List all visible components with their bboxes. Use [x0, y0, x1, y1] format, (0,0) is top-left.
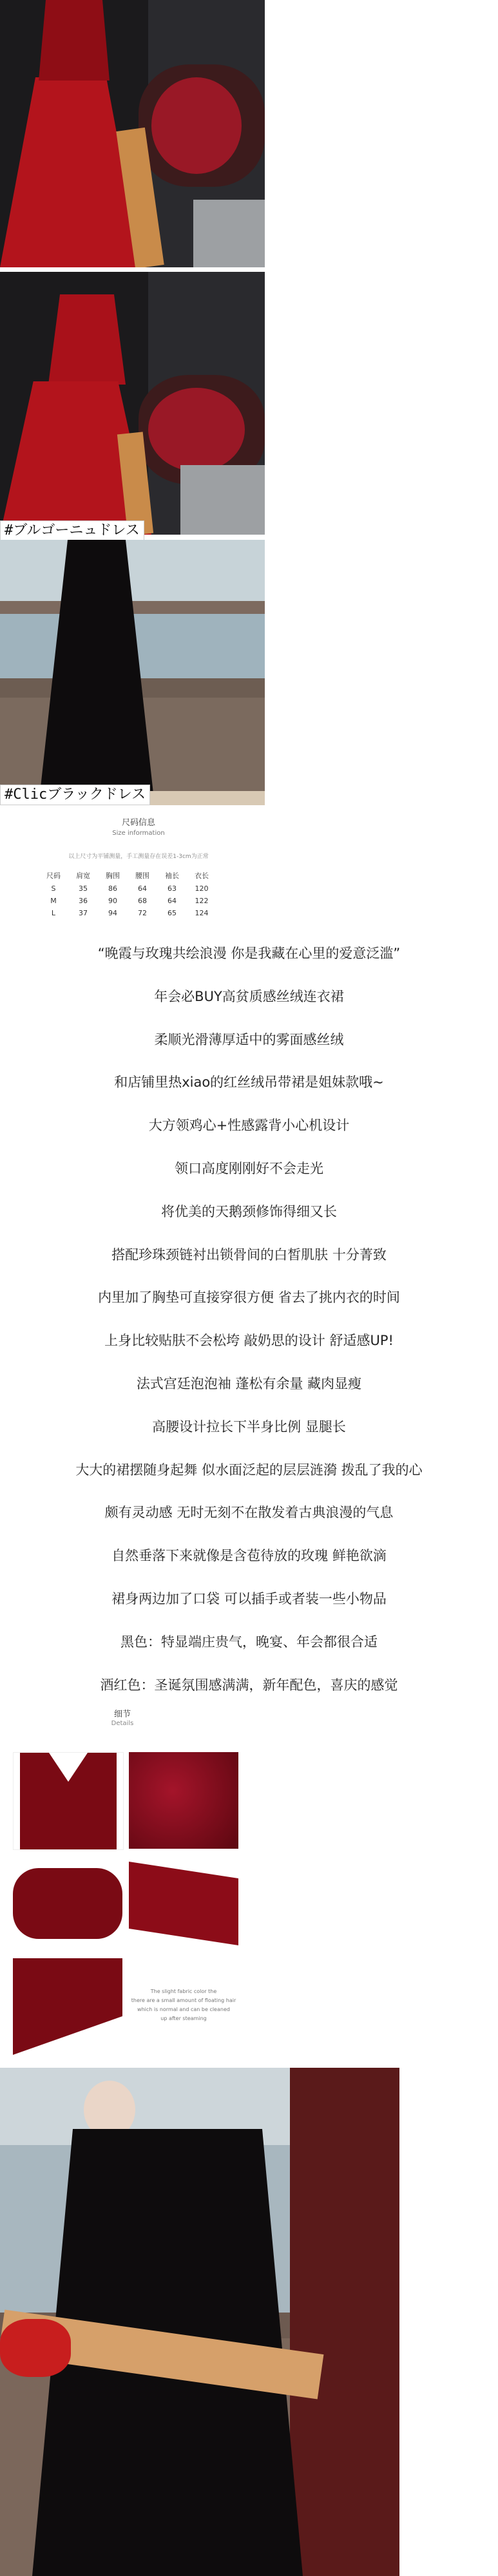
size-info-title: 尺码信息	[121, 818, 155, 828]
size-table-header-row	[39, 868, 216, 883]
size-header-cell: 衣长	[195, 872, 209, 880]
fabric-note-line: up after steaming	[160, 2016, 207, 2021]
size-cell: 63	[168, 884, 177, 893]
burgundy-dress-label: #ブルゴーニュドレス	[0, 520, 144, 541]
size-info-note: 以上尺寸为平铺测量，手工测量存在误差1-3cm为正常	[68, 854, 209, 860]
description-line: “晚霞与玫瑰共绘浪漫 你是我藏在心里的爱意泛滥”	[97, 946, 401, 961]
description-line: 领口高度刚刚好不会走光	[175, 1161, 323, 1176]
detail-photo-hem	[13, 1958, 122, 2055]
size-cell: L	[51, 909, 56, 917]
fabric-note-line: which is normal and can be cleaned	[137, 2007, 230, 2012]
product-photo-black	[0, 540, 265, 805]
size-cell: 36	[79, 897, 88, 905]
size-cell: 86	[108, 884, 117, 893]
black-dress-label: #Clicブラックドレス	[0, 785, 150, 805]
size-cell: 65	[168, 909, 177, 917]
product-photo-burgundy-2	[0, 272, 265, 535]
description-line: 酒红色：圣诞氛围感满满，新年配色，喜庆的感觉	[100, 1677, 398, 1693]
description-line: 裙身两边加了口袋 可以插手或者装一些小物品	[111, 1591, 387, 1607]
description-line: 内里加了胸垫可直接穿很方便 省去了挑内衣的时间	[98, 1290, 400, 1305]
description-line: 搭配珍珠颈链衬出锁骨间的白皙肌肤 十分菁致	[111, 1247, 387, 1263]
size-cell: 64	[138, 884, 147, 893]
detail-photo-fabric	[129, 1855, 238, 1952]
size-header-cell: 袖长	[165, 872, 179, 880]
description-line: 将优美的天鹅颈修饰得细又长	[161, 1204, 337, 1219]
description-line: 柔顺光滑薄厚适中的雾面感丝绒	[154, 1032, 344, 1047]
detail-photo-sleeve	[13, 1855, 122, 1952]
fabric-note-line: The slight fabric color the	[150, 1989, 217, 1994]
size-header-cell: 肩宽	[76, 872, 90, 880]
size-cell: 72	[138, 909, 147, 917]
size-cell: S	[51, 884, 56, 893]
size-table-row	[39, 907, 216, 919]
size-cell: 94	[108, 909, 117, 917]
fabric-note-line: there are a small amount of floating hair	[131, 1998, 236, 2003]
description-line: 颇有灵动感 无时无刻不在散发着古典浪漫的气息	[104, 1505, 394, 1520]
description-line: 高腰设计拉长下半身比例 显腿长	[152, 1419, 346, 1435]
detail-photo-velvet	[129, 1752, 238, 1849]
size-header-cell: 尺码	[46, 872, 61, 880]
size-header-cell: 腰围	[135, 872, 149, 880]
details-subtitle: Details	[111, 1720, 134, 1727]
size-cell: 37	[79, 909, 88, 917]
size-info-subtitle: Size information	[112, 830, 165, 837]
details-title: 细节	[113, 1710, 131, 1719]
size-cell: 64	[168, 897, 177, 905]
description-line: 和店铺里热xiao的红丝绒吊带裙是姐妹款哦~	[114, 1074, 384, 1090]
description-line: 自然垂落下来就像是含苞待放的玫瑰 鲜艳欲滴	[111, 1548, 387, 1563]
size-cell: 35	[79, 884, 88, 893]
size-cell: 120	[195, 884, 209, 893]
description-line: 大大的裙摆随身起舞 似水面泛起的层层涟漪 拨乱了我的心	[75, 1462, 423, 1478]
description-line: 大方领鸡心+性感露背小心机设计	[148, 1118, 350, 1133]
size-table-row	[39, 883, 216, 895]
description-line: 法式宫廷泡泡袖 蓬松有余量 藏肉显瘦	[136, 1376, 362, 1391]
product-photo-black-large	[0, 2068, 399, 2576]
size-cell: M	[50, 897, 57, 905]
size-cell: 90	[108, 897, 117, 905]
product-photo-burgundy-1	[0, 0, 265, 267]
size-cell: 68	[138, 897, 147, 905]
size-table	[39, 868, 216, 919]
description-line: 上身比较贴肤不会松垮 敲奶思的设计 舒适感UP!	[104, 1333, 394, 1348]
description-line: 年会必BUY高贫质感丝绒连衣裙	[154, 989, 344, 1004]
size-table-row	[39, 895, 216, 907]
size-cell: 122	[195, 897, 209, 905]
description-line: 黑色：特显端庄贵气，晚宴、年会都很合适	[120, 1634, 378, 1650]
size-cell: 124	[195, 909, 209, 917]
detail-photo-neckline	[13, 1752, 124, 1850]
fabric-note	[129, 1987, 238, 2023]
size-header-cell: 胸围	[106, 872, 120, 880]
